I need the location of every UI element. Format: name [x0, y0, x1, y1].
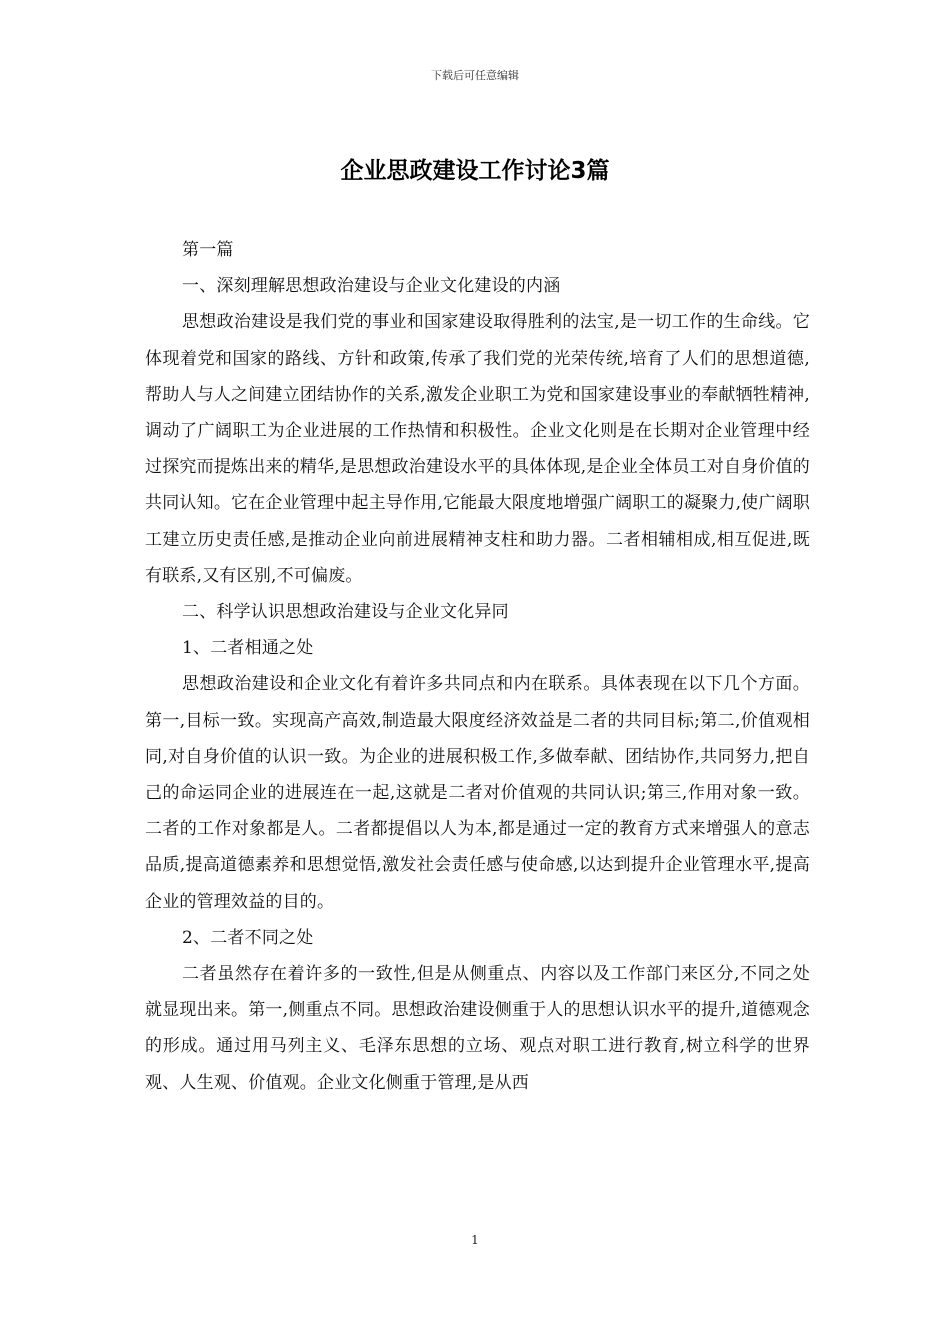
section-heading-2: 二、科学认识思想政治建设与企业文化异同	[182, 602, 509, 623]
header-note: 下载后可任意编辑	[431, 69, 519, 82]
paragraph: 二者虽然存在着许多的一致性,但是从侧重点、内容以及工作部门来区分,不同之处就显现出来。第一,侧重点不同。思想政治建设侧重于人的思想认识水平的提升,道德观念的形成。通过用马列主义、毛泽东思想的立场、观点对职工进行教育,树立科学的世界观、人生观、价值观。企业文化侧重于管理,是从西	[145, 964, 810, 1093]
section-heading-1: 一、深刻理解思想政治建设与企业文化建设的内涵	[182, 276, 561, 297]
subheading-2: 2、二者不同之处	[182, 927, 314, 948]
document-body	[145, 232, 810, 1101]
paragraph: 思想政治建设和企业文化有着许多共同点和内在联系。具体表现在以下几个方面。第一,目标一致。实现高产高效,制造最大限度经济效益是二者的共同目标;第二,价值观相同,对自身价值的认识一致。为企业的进展积极工作,多做奉献、团结协作,共同努力,把自己的命运同企业的进展连在一起,这就是二者对价值观的共同认识;第三,作用对象一致。二者的工作对象都是人。二者都提倡以人为本,都是通过一定的教育方式来增强人的意志品质,提高道德素养和思想觉悟,激发社会责任感与使命感,以达到提升企业管理水平,提高企业的管理效益的目的。	[145, 674, 810, 912]
document-title: 企业思政建设工作讨论3篇	[340, 158, 610, 184]
paragraph: 思想政治建设是我们党的事业和国家建设取得胜利的法宝,是一切工作的生命线。它体现着党和国家的路线、方针和政策,传承了我们党的光荣传统,培育了人们的思想道德,帮助人与人之间建立团结协作的关系,激发企业职工为党和国家建设事业的奉献牺牲精神,调动了广阔职工为企业进展的工作热情和积极性。企业文化则是在长期对企业管理中经过探究而提炼出来的精华,是思想政治建设水平的具体体现,是企业全体员工对自身价值的共同认知。它在企业管理中起主导作用,它能最大限度地增强广阔职工的凝聚力,使广阔职工建立历史责任感,是推动企业向前进展精神支柱和助力器。二者相辅相成,相互促进,既有联系,又有区别,不可偏废。	[145, 312, 810, 586]
page-number: 1	[471, 1233, 479, 1247]
section-heading-first: 第一篇	[182, 240, 234, 260]
subheading-1: 1、二者相通之处	[182, 638, 314, 659]
